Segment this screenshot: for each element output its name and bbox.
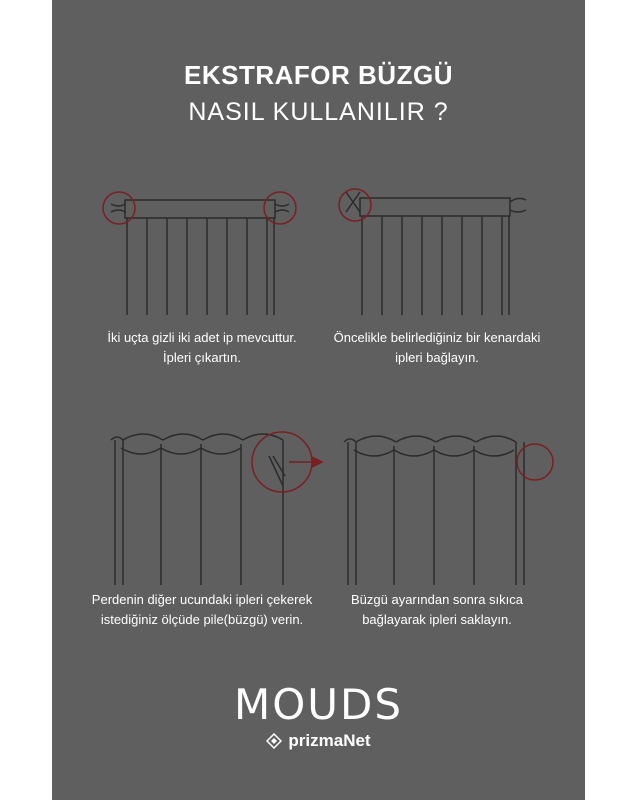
- brand-logo: [52, 680, 585, 754]
- brand-sub-text: prizmaNet: [288, 731, 371, 750]
- step-4-caption: [307, 590, 567, 630]
- step-4-line-1: Büzgü ayarından sonra sıkıca: [351, 592, 523, 607]
- step-4-illustration: [330, 420, 570, 590]
- step-3-illustration: [97, 420, 337, 590]
- brand-sub-logo: [266, 731, 370, 751]
- step-1-caption: [72, 328, 332, 368]
- prizmanet-logo-icon: [266, 733, 282, 749]
- instruction-panel: [52, 0, 585, 800]
- step-3-line-2: istediğiniz ölçüde pile(büzgü) verin.: [100, 612, 304, 627]
- title-line-2: NASIL KULLANILIR ?: [188, 98, 449, 126]
- title-line-1: EKSTRAFOR BÜZGÜ: [184, 60, 453, 90]
- step-3-caption: [72, 590, 332, 630]
- brand-main-logo: MOUDS: [233, 680, 404, 729]
- step-1-line-2: İpleri çıkartın.: [162, 350, 242, 365]
- step-2-line-1: Öncelikle belirlediğiniz bir kenardaki: [333, 330, 541, 345]
- step-1-illustration: [97, 180, 337, 320]
- step-3-line-1: Perdenin diğer ucundaki ipleri çekerek: [91, 592, 313, 607]
- step-2-illustration: [330, 180, 570, 320]
- step-2-line-2: ipleri bağlayın.: [395, 350, 479, 365]
- step-4-line-2: bağlayarak ipleri saklayın.: [362, 612, 512, 627]
- step-1-line-1: İki uçta gizli iki adet ip mevcuttur.: [107, 330, 297, 345]
- step-2-caption: [307, 328, 567, 368]
